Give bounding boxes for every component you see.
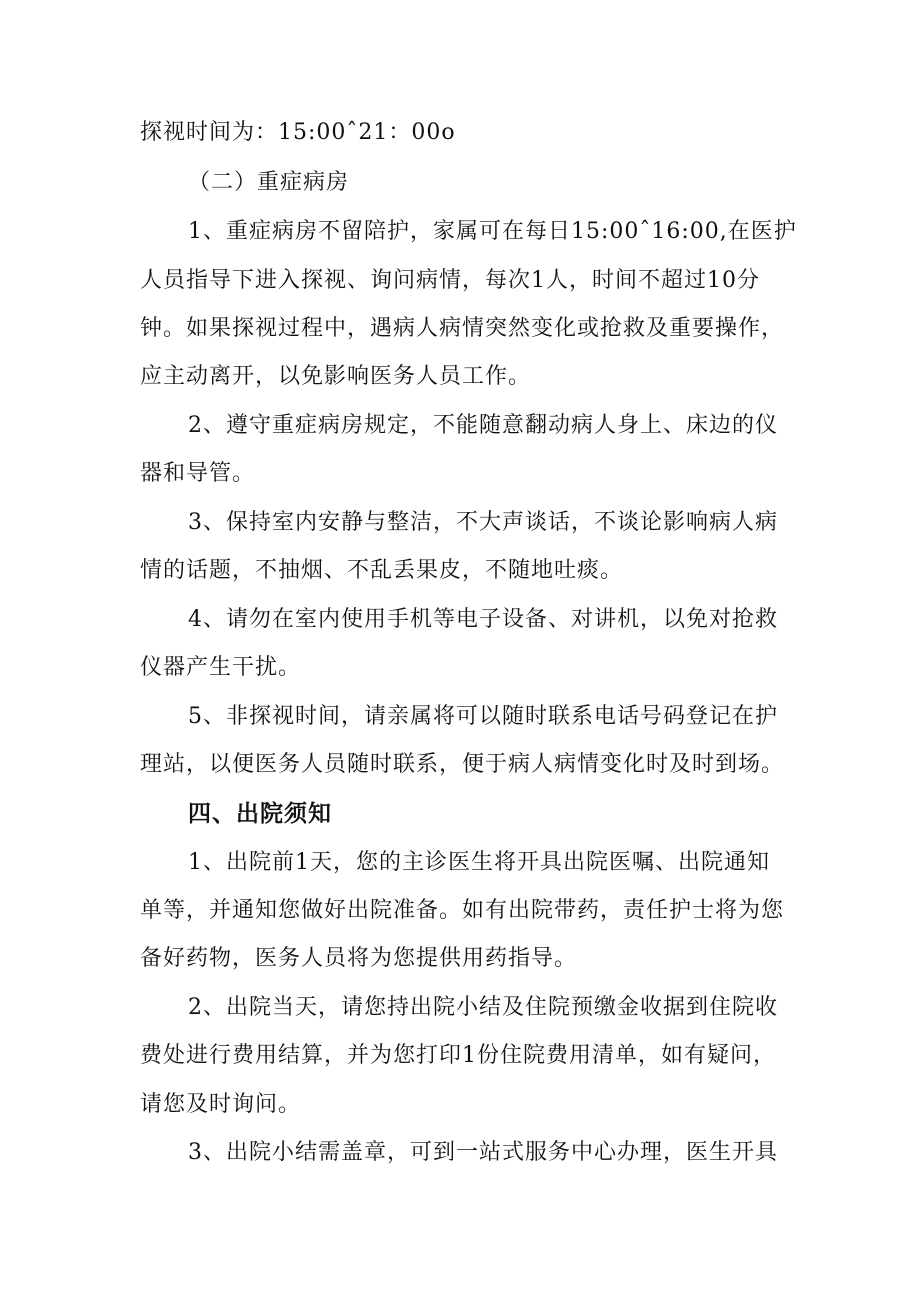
section-heading-icu: （二）重症病房 (188, 170, 350, 195)
discharge-rule-1-line-3: 备好药物，医务人员将为您提供用药指导。 (140, 946, 578, 971)
icu-rule-2-line-1: 2、遵守重症病房规定，不能随意翻动病人身上、床边的仪 (188, 413, 778, 438)
discharge-rule-1-line-2: 单等，并通知您做好出院准备。如有出院带药，责任护士将为您 (140, 898, 785, 923)
discharge-rule-3-line-1: 3、出院小结需盖章，可到一站式服务中心办理，医生开具 (188, 1140, 778, 1165)
visit-time-line: 探视时间为：15:00ˆ21：00o (140, 120, 456, 145)
discharge-rule-2-line-1: 2、出院当天，请您持出院小结及住院预缴金收据到住院收 (188, 995, 778, 1020)
icu-rule-1-line-2: 人员指导下进入探视、询问病情，每次1人，时间不超过10分 (140, 268, 760, 293)
icu-rule-4-line-1: 4、请勿在室内使用手机等电子设备、对讲机，以免对抢救 (188, 607, 778, 632)
discharge-rule-1-line-1: 1、出院前1天，您的主诊医生将开具出院医嘱、出院通知 (188, 850, 770, 875)
icu-rule-4-line-2: 仪器产生干扰。 (140, 655, 302, 680)
icu-rule-1-line-3: 钟。如果探视过程中，遇病人病情突然变化或抢救及重要操作， (140, 316, 785, 341)
icu-rule-3-line-2: 情的话题，不抽烟、不乱丢果皮，不随地吐痰。 (140, 558, 624, 583)
icu-rule-2-line-2: 器和导管。 (140, 461, 256, 486)
section-heading-discharge: 四、出院须知 (188, 801, 332, 827)
icu-rule-3-line-1: 3、保持室内安静与整洁，不大声谈话，不谈论影响病人病 (188, 510, 778, 535)
icu-rule-1-line-4: 应主动离开，以免影响医务人员工作。 (140, 364, 532, 389)
icu-rule-1-line-1: 1、重症病房不留陪护，家属可在每日15:00ˆ16:00,在医护 (188, 219, 797, 244)
discharge-rule-2-line-2: 费处进行费用结算，并为您打印1份住院费用清单，如有疑问， (140, 1043, 776, 1068)
icu-rule-5-line-1: 5、非探视时间，请亲属将可以随时联系电话号码登记在护 (188, 704, 778, 729)
discharge-rule-2-line-3: 请您及时询问。 (140, 1092, 302, 1117)
icu-rule-5-line-2: 理站，以便医务人员随时联系，便于病人病情变化时及时到场。 (140, 752, 785, 777)
